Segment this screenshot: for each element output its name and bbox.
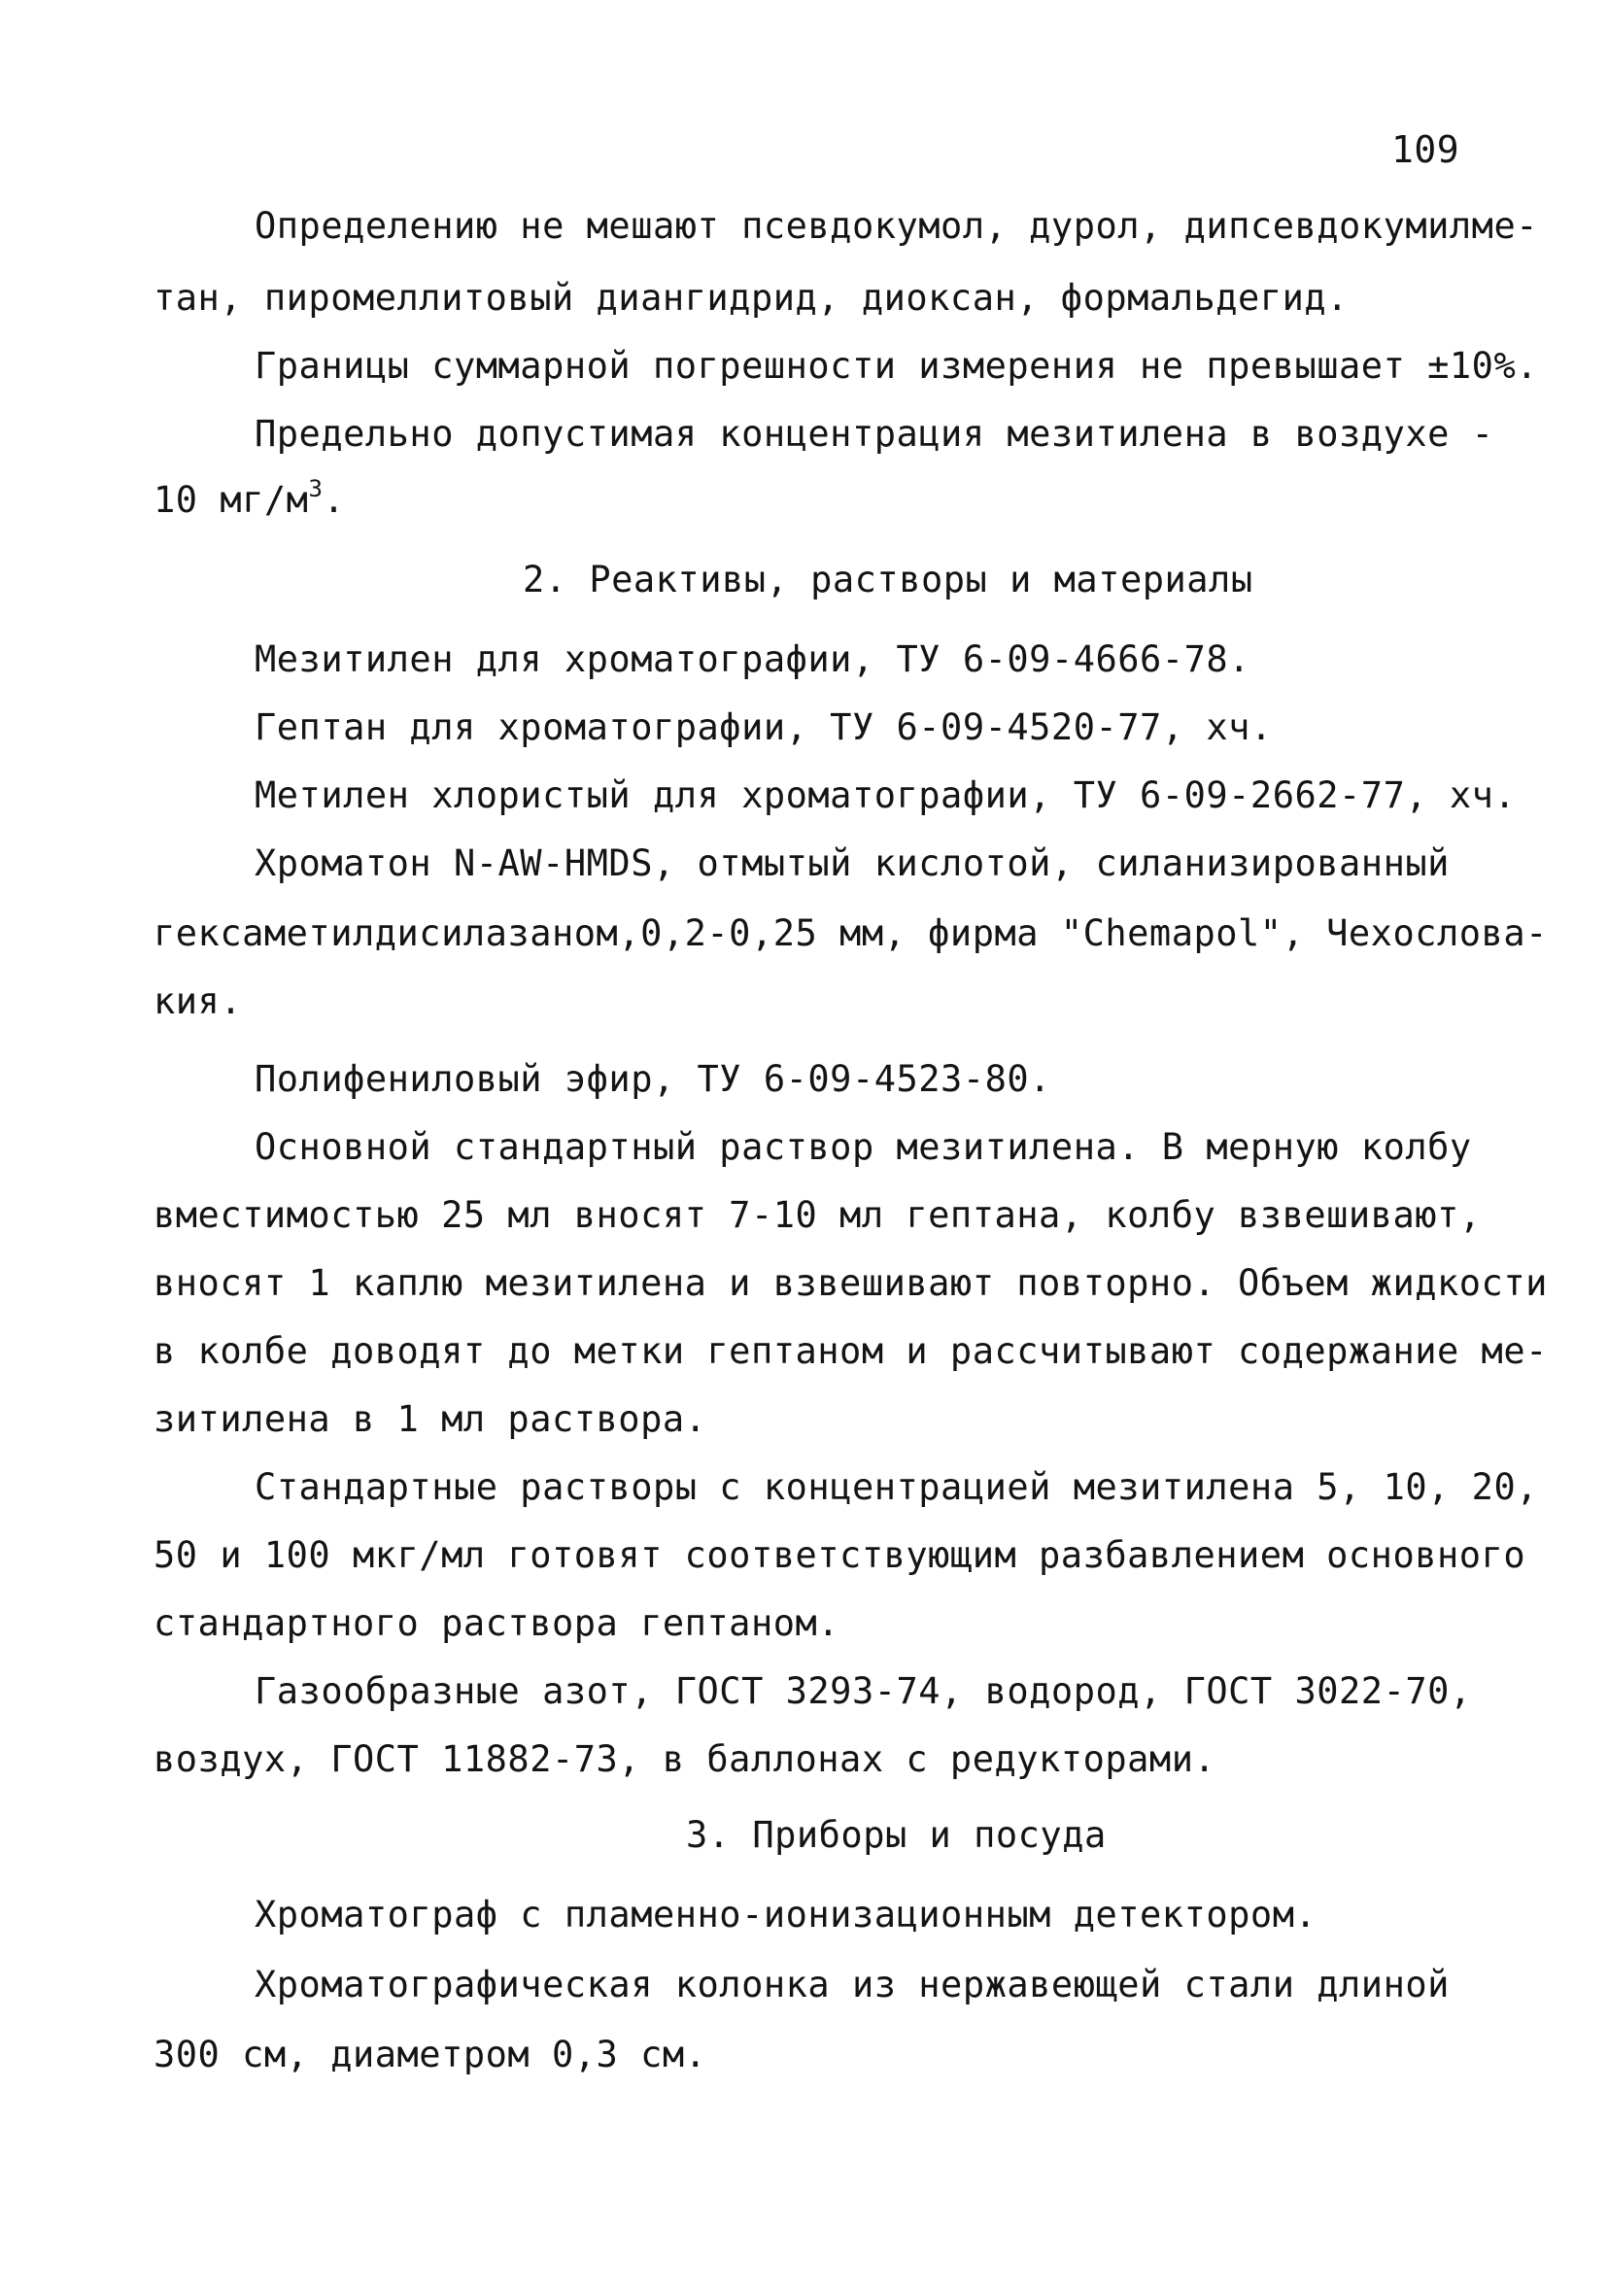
text-line: вместимостью 25 мл вносят 7-10 мл гептана, колбу взвешивают, (154, 1194, 1482, 1236)
text-line: Хроматограф с пламенно-ионизационным детектором. (255, 1894, 1317, 1936)
section-heading: 2. Реактивы, растворы и материалы (523, 559, 1253, 600)
text-line: вносят 1 каплю мезитилена и взвешивают повторно. Объем жидкости (154, 1262, 1548, 1304)
text-line: в колбе доводят до метки гептаном и рассчитывают содержание ме- (154, 1330, 1548, 1372)
text-line: 50 и 100 мкг/мл готовят соответствующим разбавлением основного (154, 1534, 1526, 1576)
section-heading: 3. Приборы и посуда (686, 1814, 1107, 1856)
text-line: Стандартные растворы с концентрацией мезитилена 5, 10, 20, (255, 1466, 1539, 1508)
intro-line: тан, пиромеллитовый диангидрид, диоксан, формальдегид. (154, 277, 1349, 319)
text-line: Газообразные азот, ГОСТ 3293-74, водород, ГОСТ 3022-70, (255, 1670, 1472, 1712)
text-line: Хроматон N-AW-HMDS, отмытый кислотой, силанизированный (255, 842, 1450, 884)
intro-line: Определению не мешают псевдокумол, дурол, дипсевдокумилме- (255, 205, 1539, 247)
text-line: Метилен хлористый для хроматографии, ТУ 6-09-2662-77, хч. (255, 774, 1517, 816)
text-line: гексаметилдисилазаном,0,2-0,25 мм, фирма "Chemapol", Чехослова- (154, 912, 1548, 954)
text-line: Основной стандартный раствор мезитилена. В мерную колбу (255, 1126, 1472, 1168)
text-line: воздух, ГОСТ 11882-73, в баллонах с редукторами. (154, 1738, 1216, 1780)
text-line: Полифениловый эфир, ТУ 6-09-4523-80. (255, 1058, 1051, 1100)
text-line: Гептан для хроматографии, ТУ 6-09-4520-77, хч. (255, 706, 1273, 748)
page-number: 109 (1391, 128, 1460, 171)
text-line: Мезитилен для хроматографии, ТУ 6-09-4666-78. (255, 638, 1250, 680)
intro-line: Границы суммарной погрешности измерения не превышает ±10%. (255, 345, 1539, 387)
text-line: зитилена в 1 мл раствора. (154, 1398, 707, 1440)
intro-line: 10 $мг/м^3$. (154, 475, 346, 521)
text-line: 300 см, диаметром 0,3 см. (154, 2034, 707, 2075)
intro-line: Предельно допустимая концентрация мезитилена в воздухе - (255, 413, 1494, 455)
text-line: кия. (154, 980, 243, 1022)
concentration-value: 10 мг/м (154, 479, 309, 521)
text-line: стандартного раствора гептаном. (154, 1602, 840, 1644)
superscript: 3 (308, 475, 324, 502)
text-line: Хроматографическая колонка из нержавеющей стали длиной (255, 1964, 1450, 2005)
